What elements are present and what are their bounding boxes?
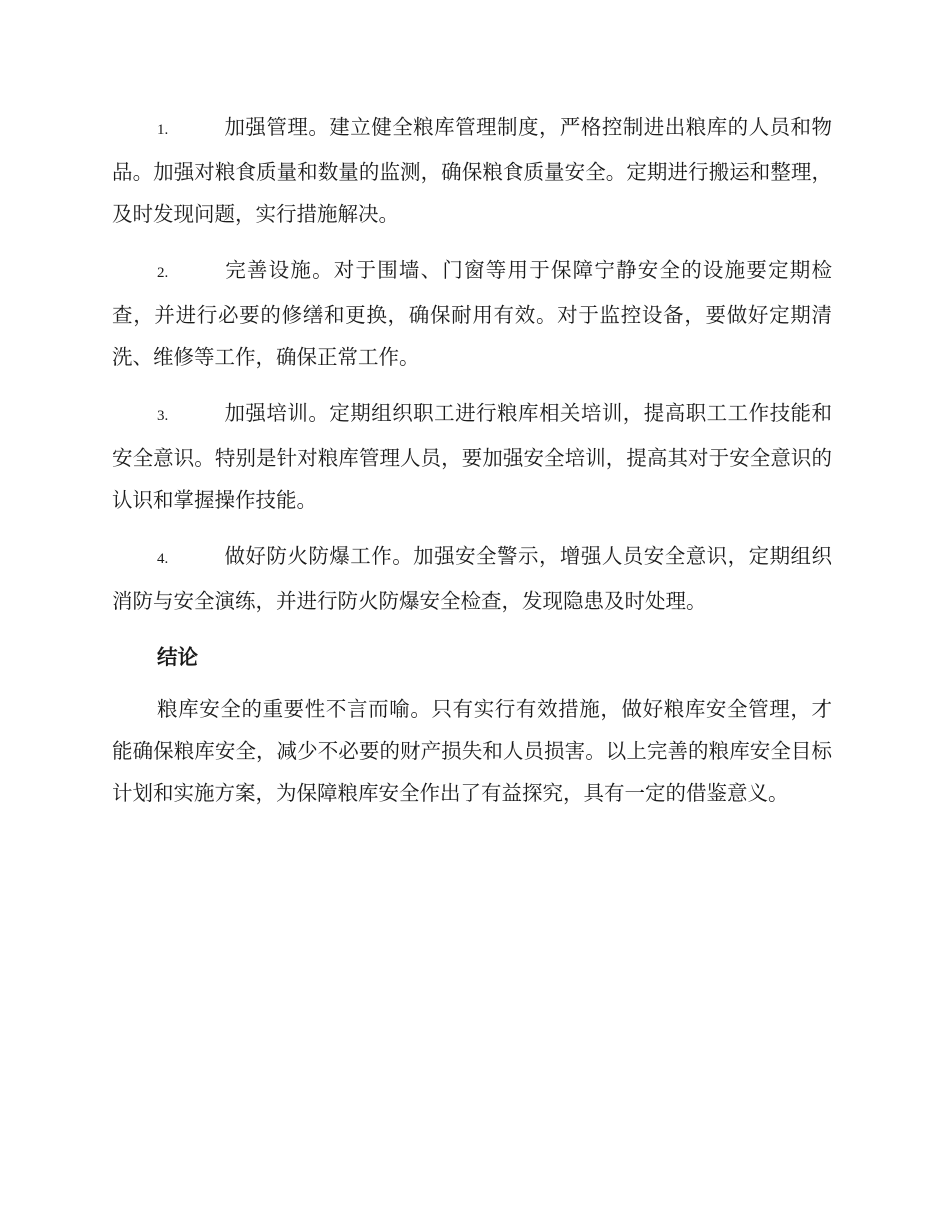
list-item-1 (112, 106, 832, 235)
list-item-text: 做好防火防爆工作。加强安全警示，增强人员安全意识，定期组织消防与安全演练，并进行防火防爆安全检查，发现隐患及时处理。 (112, 544, 832, 613)
conclusion-paragraph: 粮库安全的重要性不言而喻。只有实行有效措施，做好粮库安全管理，才能确保粮库安全，减少不必要的财产损失和人员损害。以上完善的粮库安全目标计划和实施方案，为保障粮库安全作出了有益探究，具有一定的借鉴意义。 (112, 697, 832, 805)
list-item-4 (112, 535, 832, 622)
list-number: 2. (157, 265, 169, 281)
list-item-2 (112, 249, 832, 378)
list-item-3 (112, 392, 832, 521)
list-item-text: 加强管理。建立健全粮库管理制度，严格控制进出粮库的人员和物品。加强对粮食质量和数量的监测，确保粮食质量安全。定期进行搬运和整理，及时发现问题，实行措施解决。 (112, 115, 832, 226)
list-item-text: 完善设施。对于围墙、门窗等用于保障宁静安全的设施要定期检查，并进行必要的修缮和更换，确保耐用有效。对于监控设备，要做好定期清洗、维修等工作，确保正常工作。 (112, 258, 832, 369)
document-page (112, 106, 832, 814)
section-heading: 结论 (157, 645, 198, 669)
list-item-text: 加强培训。定期组织职工进行粮库相关培训，提高职工工作技能和安全意识。特别是针对粮库管理人员，要加强安全培训，提高其对于安全意识的认识和掌握操作技能。 (112, 401, 832, 512)
list-number: 4. (157, 551, 169, 567)
list-number: 1. (157, 122, 169, 138)
list-number: 3. (157, 408, 169, 424)
